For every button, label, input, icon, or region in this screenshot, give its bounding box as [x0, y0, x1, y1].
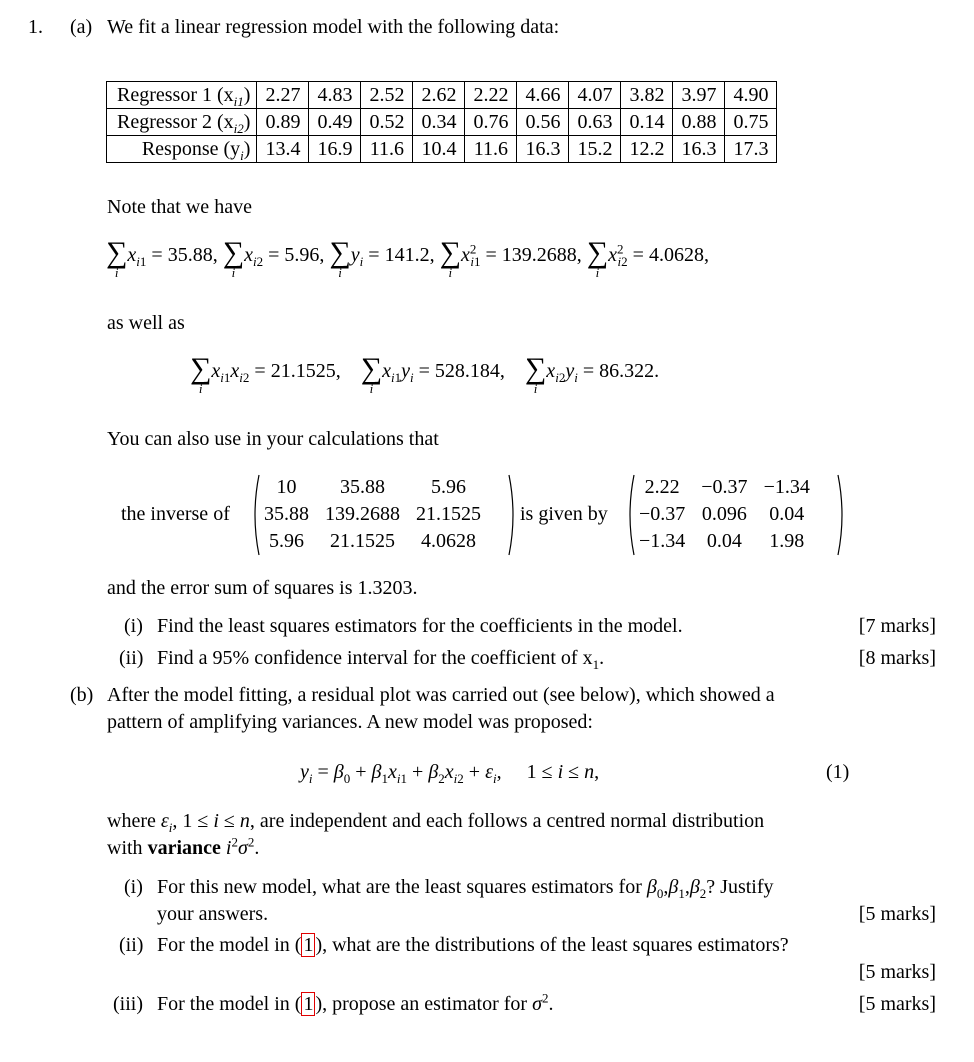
- b-ii-marks: [5 marks]: [858, 961, 936, 983]
- as-well-as-text: as well as: [107, 312, 185, 334]
- a-ii-num: (ii): [119, 647, 144, 669]
- matrix-cell: 5.96: [269, 530, 304, 552]
- table-cell: 17.3: [725, 136, 777, 163]
- a-i-marks: [7 marks]: [858, 615, 936, 637]
- table-cell: 10.4: [413, 136, 465, 163]
- variance-bold: variance: [147, 837, 221, 859]
- table-cell: 11.6: [465, 136, 517, 163]
- table-cell: 0.76: [465, 109, 517, 136]
- model-equation: $y_i = \beta_0 + \beta_1x_{i1} + \beta_2x_{i2} + \varepsilon_i$, 1 ≤ i ≤ n,: [300, 761, 600, 786]
- b-ii-num: (ii): [119, 934, 144, 956]
- table-cell: 2.22: [465, 82, 517, 109]
- matrix-cell: 10: [276, 476, 297, 498]
- matrix-inverse: [625, 474, 818, 555]
- matrix-cell: 35.88: [264, 503, 309, 525]
- matrix-cell: −0.37: [639, 503, 686, 525]
- b-i-num: (i): [124, 876, 143, 898]
- inverse-of-text: the inverse of: [121, 503, 230, 525]
- table-cell: 16.9: [309, 136, 361, 163]
- table-cell: 16.3: [673, 136, 725, 163]
- where-line1: where $\varepsilon_i$, 1 ≤ i ≤ n, are independent and each follows a centred normal distribution: [107, 810, 765, 835]
- table-cell: 0.14: [621, 109, 673, 136]
- sum-xi1: 35.88,: [167, 244, 218, 266]
- table-cell: 0.88: [673, 109, 725, 136]
- right-paren-icon: [508, 474, 518, 556]
- table-cell: 16.3: [517, 136, 569, 163]
- note-text: Note that we have: [107, 196, 252, 218]
- matrix-cell: 1.98: [769, 530, 805, 552]
- table-cell: 0.75: [725, 109, 777, 136]
- matrix-cell: 21.1525: [416, 503, 481, 525]
- equation-ref-link[interactable]: 1: [303, 993, 314, 1015]
- matrix-row: [631, 528, 818, 555]
- part-b-line2: pattern of amplifying variances. A new model was proposed:: [107, 711, 593, 733]
- matrix-cell: 0.04: [706, 530, 742, 552]
- b-iii-text: For the model in ( 1 ), propose an estimator for $\sigma^2$.: [157, 990, 554, 1015]
- table-row: [107, 136, 777, 163]
- matrix-a: [250, 474, 489, 555]
- a-ii-text-wrap: Find a 95% confidence interval for the coefficient of $x_1$.: [157, 647, 605, 672]
- table-row: [107, 109, 777, 136]
- table-cell: 12.2: [621, 136, 673, 163]
- sum-xi2-yi: 86.322.: [599, 360, 660, 382]
- table-cell: 2.52: [361, 82, 413, 109]
- sums-row-1: ∑ i $x_{i1} = 35.88$, ∑ i $x_{i2} = 5.96$, ∑ i $y_i = 141.2$, ∑ i $x^2_{i1} = 139.2688$, ∑ i $x^2_{i2} = 4.0628$,: [106, 236, 709, 280]
- matrix-cell: −1.34: [639, 530, 686, 552]
- a-ii-marks: [8 marks]: [858, 647, 936, 669]
- sum-xi1-xi2: 21.1525,: [270, 360, 341, 382]
- matrix-cell: −0.37: [701, 476, 748, 498]
- table-cell: 4.90: [725, 82, 777, 109]
- table-cell: 0.56: [517, 109, 569, 136]
- row-label: Regressor 2 $(x_{i2})$: [107, 109, 257, 136]
- equation-number: (1): [826, 761, 850, 783]
- part-b-line1: After the model fitting, a residual plot was carried out (see below), which showed a: [107, 684, 775, 706]
- matrix-row: [256, 528, 489, 555]
- matrix-row: [256, 474, 489, 501]
- table-cell: 0.89: [257, 109, 309, 136]
- matrix-cell: −1.34: [763, 476, 810, 498]
- table-cell: 11.6: [361, 136, 413, 163]
- matrix-cell: 2.22: [644, 476, 680, 498]
- table-cell: 0.52: [361, 109, 413, 136]
- b-i-line2: your answers.: [157, 903, 269, 925]
- a-ii-text: Find a 95% confidence interval for the coefficient of x: [157, 647, 593, 669]
- table-cell: 0.49: [309, 109, 361, 136]
- row-label: Regressor 1 $(x_{i1})$: [107, 82, 257, 109]
- matrix-row: [256, 501, 489, 528]
- matrix-cell: 4.0628: [421, 530, 476, 552]
- left-paren-icon: [625, 474, 635, 556]
- table-cell: 3.97: [673, 82, 725, 109]
- sum-xi1-yi: 528.184,: [434, 360, 505, 382]
- sum-xi2-sq: 4.0628,: [648, 244, 709, 266]
- b-iii-marks: [5 marks]: [858, 993, 936, 1015]
- where-line2: with variance $i^2\sigma^2$.: [107, 834, 260, 859]
- left-paren-icon: [250, 474, 260, 556]
- matrix-row: [631, 501, 818, 528]
- matrix-row: [631, 474, 818, 501]
- part-b-label: (b): [70, 684, 94, 706]
- right-paren-icon: [837, 474, 847, 556]
- sum-xi1-sq: 139.2688,: [501, 244, 582, 266]
- is-given-by-text: is given by: [520, 503, 608, 525]
- table-cell: 4.66: [517, 82, 569, 109]
- matrix-cell: 0.04: [769, 503, 805, 525]
- table-cell: 0.63: [569, 109, 621, 136]
- table-cell: 4.07: [569, 82, 621, 109]
- row-label: Response $(y_i)$: [107, 136, 257, 163]
- equation-ref-link[interactable]: 1: [303, 934, 314, 956]
- sums-row-2: ∑ i $x_{i1}x_{i2} = 21.1525$, ∑ i $x_{i1}y_i = 528.184$, ∑ i $x_{i2}y_i = 86.322$.: [190, 352, 660, 396]
- matrix-cell: 0.096: [701, 503, 747, 525]
- part-a-label: (a): [70, 16, 93, 38]
- data-table: [106, 81, 777, 163]
- matrix-cell: 21.1525: [330, 530, 395, 552]
- table-cell: 15.2: [569, 136, 621, 163]
- b-iii-num: (iii): [113, 993, 143, 1015]
- table-cell: 13.4: [257, 136, 309, 163]
- table-cell: 4.83: [309, 82, 361, 109]
- sse-text: and the error sum of squares is 1.3203.: [107, 577, 418, 599]
- a-i-num: (i): [124, 615, 143, 637]
- matrix-cell: 139.2688: [325, 503, 400, 525]
- where-text: are independent and each follows a centred normal distribution: [259, 810, 765, 832]
- part-a-intro: We fit a linear regression model with the following data:: [107, 16, 560, 38]
- b-i-line1: For this new model, what are the least squares estimators for $\beta_0,\beta_1,\beta_2$? Justify: [157, 876, 774, 901]
- sum-yi: 141.2,: [384, 244, 435, 266]
- table-cell: 3.82: [621, 82, 673, 109]
- table-cell: 2.27: [257, 82, 309, 109]
- b-i-marks: [5 marks]: [858, 903, 936, 925]
- table-cell: 2.62: [413, 82, 465, 109]
- matrix-cell: 5.96: [431, 476, 466, 498]
- question-number: 1.: [28, 16, 43, 38]
- table-cell: 0.34: [413, 109, 465, 136]
- a-i-text: Find the least squares estimators for the coefficients in the model.: [157, 615, 683, 637]
- sum-xi2: 5.96,: [284, 244, 325, 266]
- b-ii-text: For the model in ( 1 ), what are the distributions of the least squares estimators?: [157, 934, 789, 956]
- table-row: [107, 82, 777, 109]
- matrix-cell: 35.88: [340, 476, 385, 498]
- also-use-text: You can also use in your calculations that: [107, 428, 439, 450]
